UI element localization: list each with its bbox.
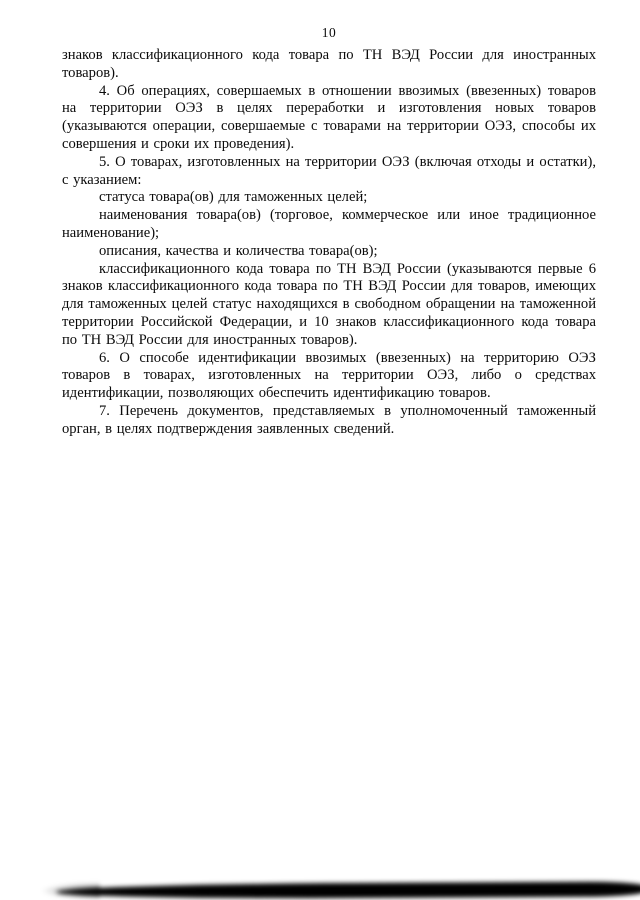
- paragraph-subitem-status: статуса товара(ов) для таможенных целей;: [99, 189, 368, 206]
- paragraph-item-4: 4. Об операциях, совершаемых в отношении ввозимых (ввезенных) товаров на территории ОЭЗ в целях переработки и изготовления новых товаров (указываются операции, совершаемые с товарами на территории ОЭЗ, способы их совершения и сроки их проведения).: [62, 82, 596, 152]
- paragraph-subitem-classification-code: классификационного кода товара по ТН ВЭД России (указываются первые 6 знаков классификационного кода товара по ТН ВЭД России для товаров, имеющих для таможенных целей статус находящихся в свободном обращении на таможенной территории Российской Федерации, и 10 знаков классификационного кода товара по ТН ВЭД России для иностранных товаров).: [62, 260, 596, 348]
- page-number: 10: [321, 25, 337, 40]
- paragraph-subitem-name: наименования товара(ов) (торговое, коммерческое или иное традиционное наименование);: [62, 207, 596, 241]
- scan-artifact-bottom-edge: [56, 881, 640, 899]
- paragraph-item-5: 5. О товарах, изготовленных на территории ОЭЗ (включая отходы и остатки), с указанием:: [62, 153, 596, 188]
- document-page: [0, 0, 640, 439]
- paragraph-continuation: знаков классификационного кода товара по ТН ВЭД России для иностранных товаров).: [62, 47, 596, 81]
- paragraph-item-6: 6. О способе идентификации ввозимых (ввезенных) на территорию ОЭЗ товаров в товарах, изготовленных на территории ОЭЗ, либо о средствах идентификации, позволяющих обеспечить идентификацию товаров.: [62, 349, 596, 402]
- paragraph-item-7: 7. Перечень документов, представляемых в уполномоченный таможенный орган, в целях подтверждения заявленных сведений.: [62, 402, 596, 437]
- scan-artifact-bottom-left-fade: [40, 882, 100, 900]
- paragraph-subitem-description: описания, качества и количества товара(ов);: [99, 242, 378, 259]
